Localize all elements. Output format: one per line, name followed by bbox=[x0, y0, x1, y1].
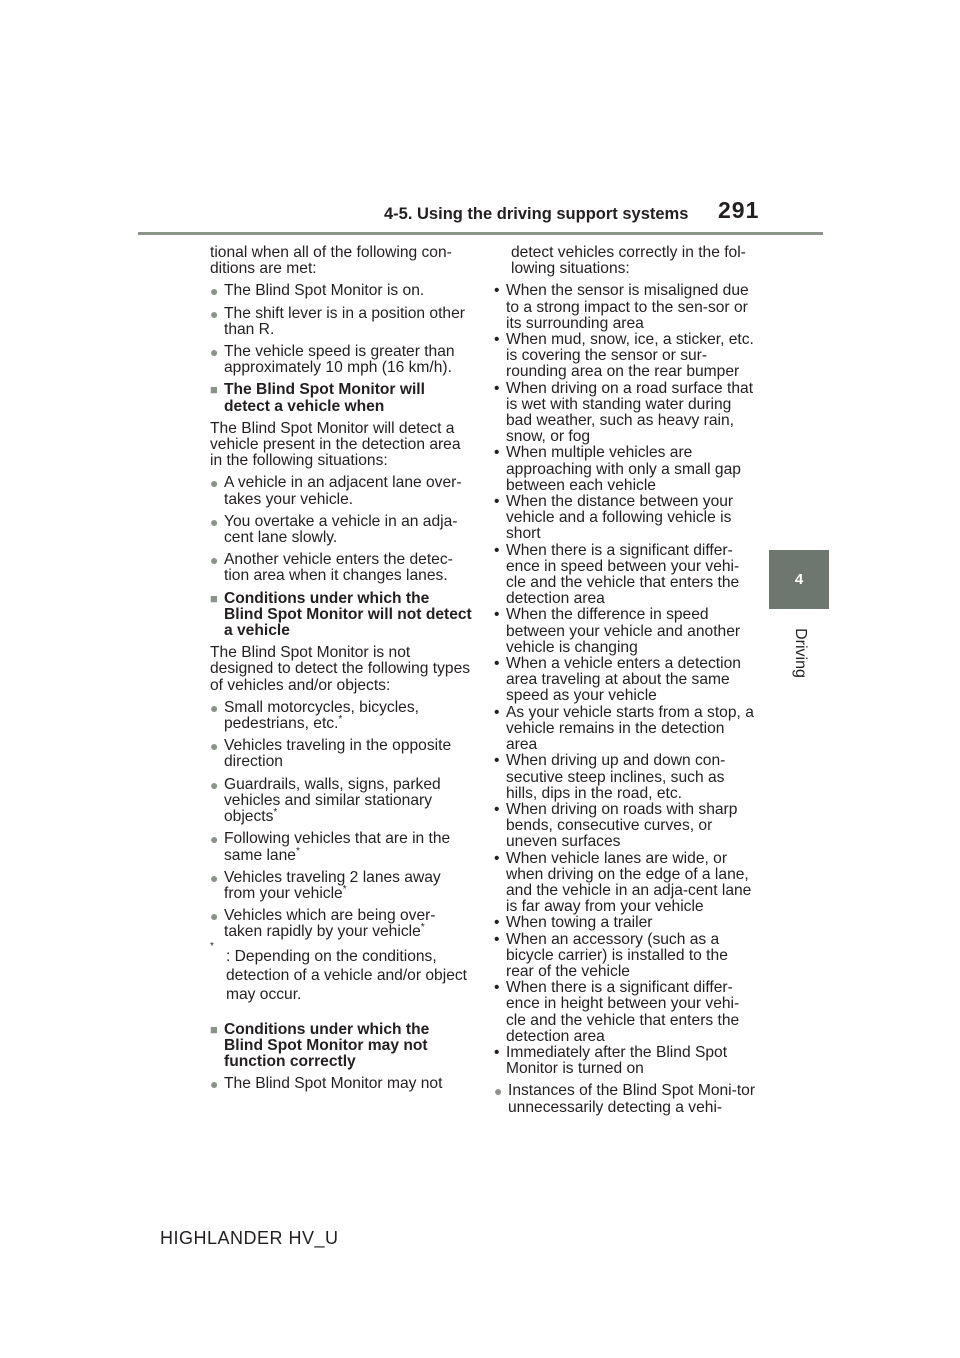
not-detect-item: ● Vehicles traveling in the opposite direction bbox=[210, 737, 452, 771]
chapter-number: 4 bbox=[794, 571, 804, 588]
bullet-icon: ● bbox=[210, 344, 219, 361]
situation-item: • As your vehicle starts from a stop, a vehicle remains in the detection area bbox=[494, 703, 754, 754]
malfunction-item: ● The Blind Spot Monitor may not bbox=[210, 1075, 443, 1093]
dot-marker-icon: • bbox=[494, 444, 500, 462]
bullet-icon: ● bbox=[210, 513, 219, 530]
continuation-text: detect vehicles correctly in the fol-lowing situations: bbox=[511, 244, 746, 278]
situation-list bbox=[494, 283, 756, 1077]
detect-item: ● Another vehicle enters the detec-tion area when it changes lanes. bbox=[210, 551, 453, 585]
bullet-icon: ● bbox=[210, 869, 219, 886]
bullet-icon: ● bbox=[210, 738, 219, 755]
bullet-icon: ● bbox=[210, 283, 219, 300]
not-detect-item: ● Following vehicles that are in the same lane* bbox=[210, 830, 451, 864]
dot-marker-icon: • bbox=[494, 379, 500, 397]
dot-marker-icon: • bbox=[494, 703, 500, 721]
not-detect-heading: ■ Conditions under which the Blind Spot Monitor will not detect a vehicle bbox=[210, 589, 472, 640]
bullet-icon: ● bbox=[210, 552, 219, 569]
situation-item: • When the sensor is misaligned due to a strong impact to the sen-sor or its surrounding area bbox=[494, 282, 749, 332]
page-number: 291 bbox=[718, 197, 760, 223]
situation-item: • When towing a trailer bbox=[494, 914, 653, 932]
asterisk-mark: * bbox=[295, 845, 300, 857]
not-detect-item: ● Small motorcycles, bicycles, pedestrians, etc.* bbox=[210, 698, 419, 733]
asterisk-mark: * bbox=[342, 883, 347, 895]
dot-marker-icon: • bbox=[494, 655, 500, 673]
dot-marker-icon: • bbox=[494, 541, 500, 559]
bullet-icon: ● bbox=[494, 1083, 503, 1100]
footnote: * : Depending on the conditions, detection of a vehicle and/or object may occur. bbox=[210, 940, 467, 1003]
footer-model: HIGHLANDER HV_U bbox=[160, 1228, 339, 1248]
dot-marker-icon: • bbox=[494, 752, 500, 770]
condition-item: ● The vehicle speed is greater than approximately 10 mph (16 km/h). bbox=[210, 343, 455, 377]
situation-item: • When an accessory (such as a bicycle carrier) is installed to the rear of the vehicle bbox=[494, 930, 728, 980]
intro-text: tional when all of the following con-ditions are met: bbox=[210, 244, 452, 278]
dot-marker-icon: • bbox=[494, 1043, 500, 1061]
bullet-icon: ● bbox=[210, 776, 219, 793]
square-marker-icon: ■ bbox=[210, 382, 218, 398]
situation-item: • When driving on roads with sharp bends, consecutive curves, or uneven surfaces bbox=[494, 800, 738, 851]
right-column bbox=[494, 245, 756, 1122]
situation-item: • When multiple vehicles are approaching with only a small gap between each vehicle bbox=[494, 444, 741, 494]
situation-item: • When driving up and down con-secutive steep inclines, such as hills, dips in the road, etc. bbox=[494, 752, 726, 802]
dot-marker-icon: • bbox=[494, 493, 500, 511]
situation-item: • When the distance between your vehicle and a following vehicle is short bbox=[494, 493, 734, 543]
bullet-icon: ● bbox=[210, 475, 219, 492]
condition-item: ● The Blind Spot Monitor is on. bbox=[210, 282, 425, 300]
left-column bbox=[210, 245, 472, 1098]
not-detect-item: ● Vehicles which are being over-taken rapidly by your vehicle* bbox=[210, 907, 436, 941]
asterisk-mark: * bbox=[420, 922, 425, 934]
situation-item: • When the difference in speed between your vehicle and another vehicle is changing bbox=[494, 606, 741, 656]
bullet-icon: ● bbox=[210, 699, 219, 716]
situation-item: • When mud, snow, ice, a sticker, etc. is covering the sensor or sur-rounding area on the rear bumper bbox=[494, 331, 754, 381]
dot-marker-icon: • bbox=[494, 914, 500, 932]
situation-item: • When there is a significant differ-ence in height between your vehi-cle and the vehicle that enters the detection area bbox=[494, 979, 740, 1045]
detect-heading: ■ The Blind Spot Monitor will detect a vehicle when bbox=[210, 381, 425, 415]
chapter-tab bbox=[769, 550, 829, 609]
detect-item: ● You overtake a vehicle in an adja-cent lane slowly. bbox=[210, 512, 458, 547]
condition-item: ● The shift lever is in a position other than R. bbox=[210, 304, 465, 338]
detect-item: ● A vehicle in an adjacent lane over-takes your vehicle. bbox=[210, 474, 462, 508]
instances-item: ● Instances of the Blind Spot Moni-tor unnecessarily detecting a vehi- bbox=[494, 1082, 756, 1116]
situation-item: • When vehicle lanes are wide, or when driving on the edge of a lane, and the vehicle in an adja-cent lane is far away from your vehicle bbox=[494, 849, 752, 916]
not-detect-text: The Blind Spot Monitor is not designed to detect the following types of vehicles and/or objects: bbox=[210, 644, 471, 694]
situation-item: • Immediately after the Blind Spot Monitor is turned on bbox=[494, 1043, 728, 1078]
dot-marker-icon: • bbox=[494, 606, 500, 624]
asterisk-mark: * bbox=[273, 806, 278, 818]
malfunction-heading: ■ Conditions under which the Blind Spot Monitor may not function correctly bbox=[210, 1020, 430, 1070]
bullet-icon: ● bbox=[210, 305, 219, 322]
asterisk-mark: * bbox=[338, 713, 343, 725]
bullet-icon: ● bbox=[210, 831, 219, 848]
section-title: 4-5. Using the driving support systems bbox=[384, 205, 689, 223]
not-detect-item: ● Vehicles traveling 2 lanes away from your vehicle* bbox=[210, 868, 441, 902]
situation-item: • When driving on a road surface that is wet with standing water during bad weather, such as heavy rain, snow, or fog bbox=[494, 379, 754, 446]
dot-marker-icon: • bbox=[494, 930, 500, 948]
dot-marker-icon: • bbox=[494, 282, 500, 300]
dot-marker-icon: • bbox=[494, 979, 500, 997]
dot-marker-icon: • bbox=[494, 849, 500, 867]
situation-item: • When there is a significant differ-ence in speed between your vehi-cle and the vehicle that enters the detection area bbox=[494, 541, 740, 608]
situation-item: • When a vehicle enters a detection area traveling at about the same speed as your vehicle bbox=[494, 655, 741, 705]
header-divider bbox=[138, 232, 823, 235]
bullet-icon: ● bbox=[210, 908, 219, 925]
square-marker-icon: ■ bbox=[210, 1021, 218, 1037]
not-detect-item: ● Guardrails, walls, signs, parked vehicles and similar stationary objects* bbox=[210, 775, 441, 826]
dot-marker-icon: • bbox=[494, 331, 500, 349]
square-marker-icon: ■ bbox=[210, 590, 218, 606]
bullet-icon: ● bbox=[210, 1076, 219, 1093]
dot-marker-icon: • bbox=[494, 800, 500, 818]
detect-text: The Blind Spot Monitor will detect a vehicle present in the detection area in the following situations: bbox=[210, 419, 461, 470]
chapter-label: Driving bbox=[792, 628, 809, 678]
